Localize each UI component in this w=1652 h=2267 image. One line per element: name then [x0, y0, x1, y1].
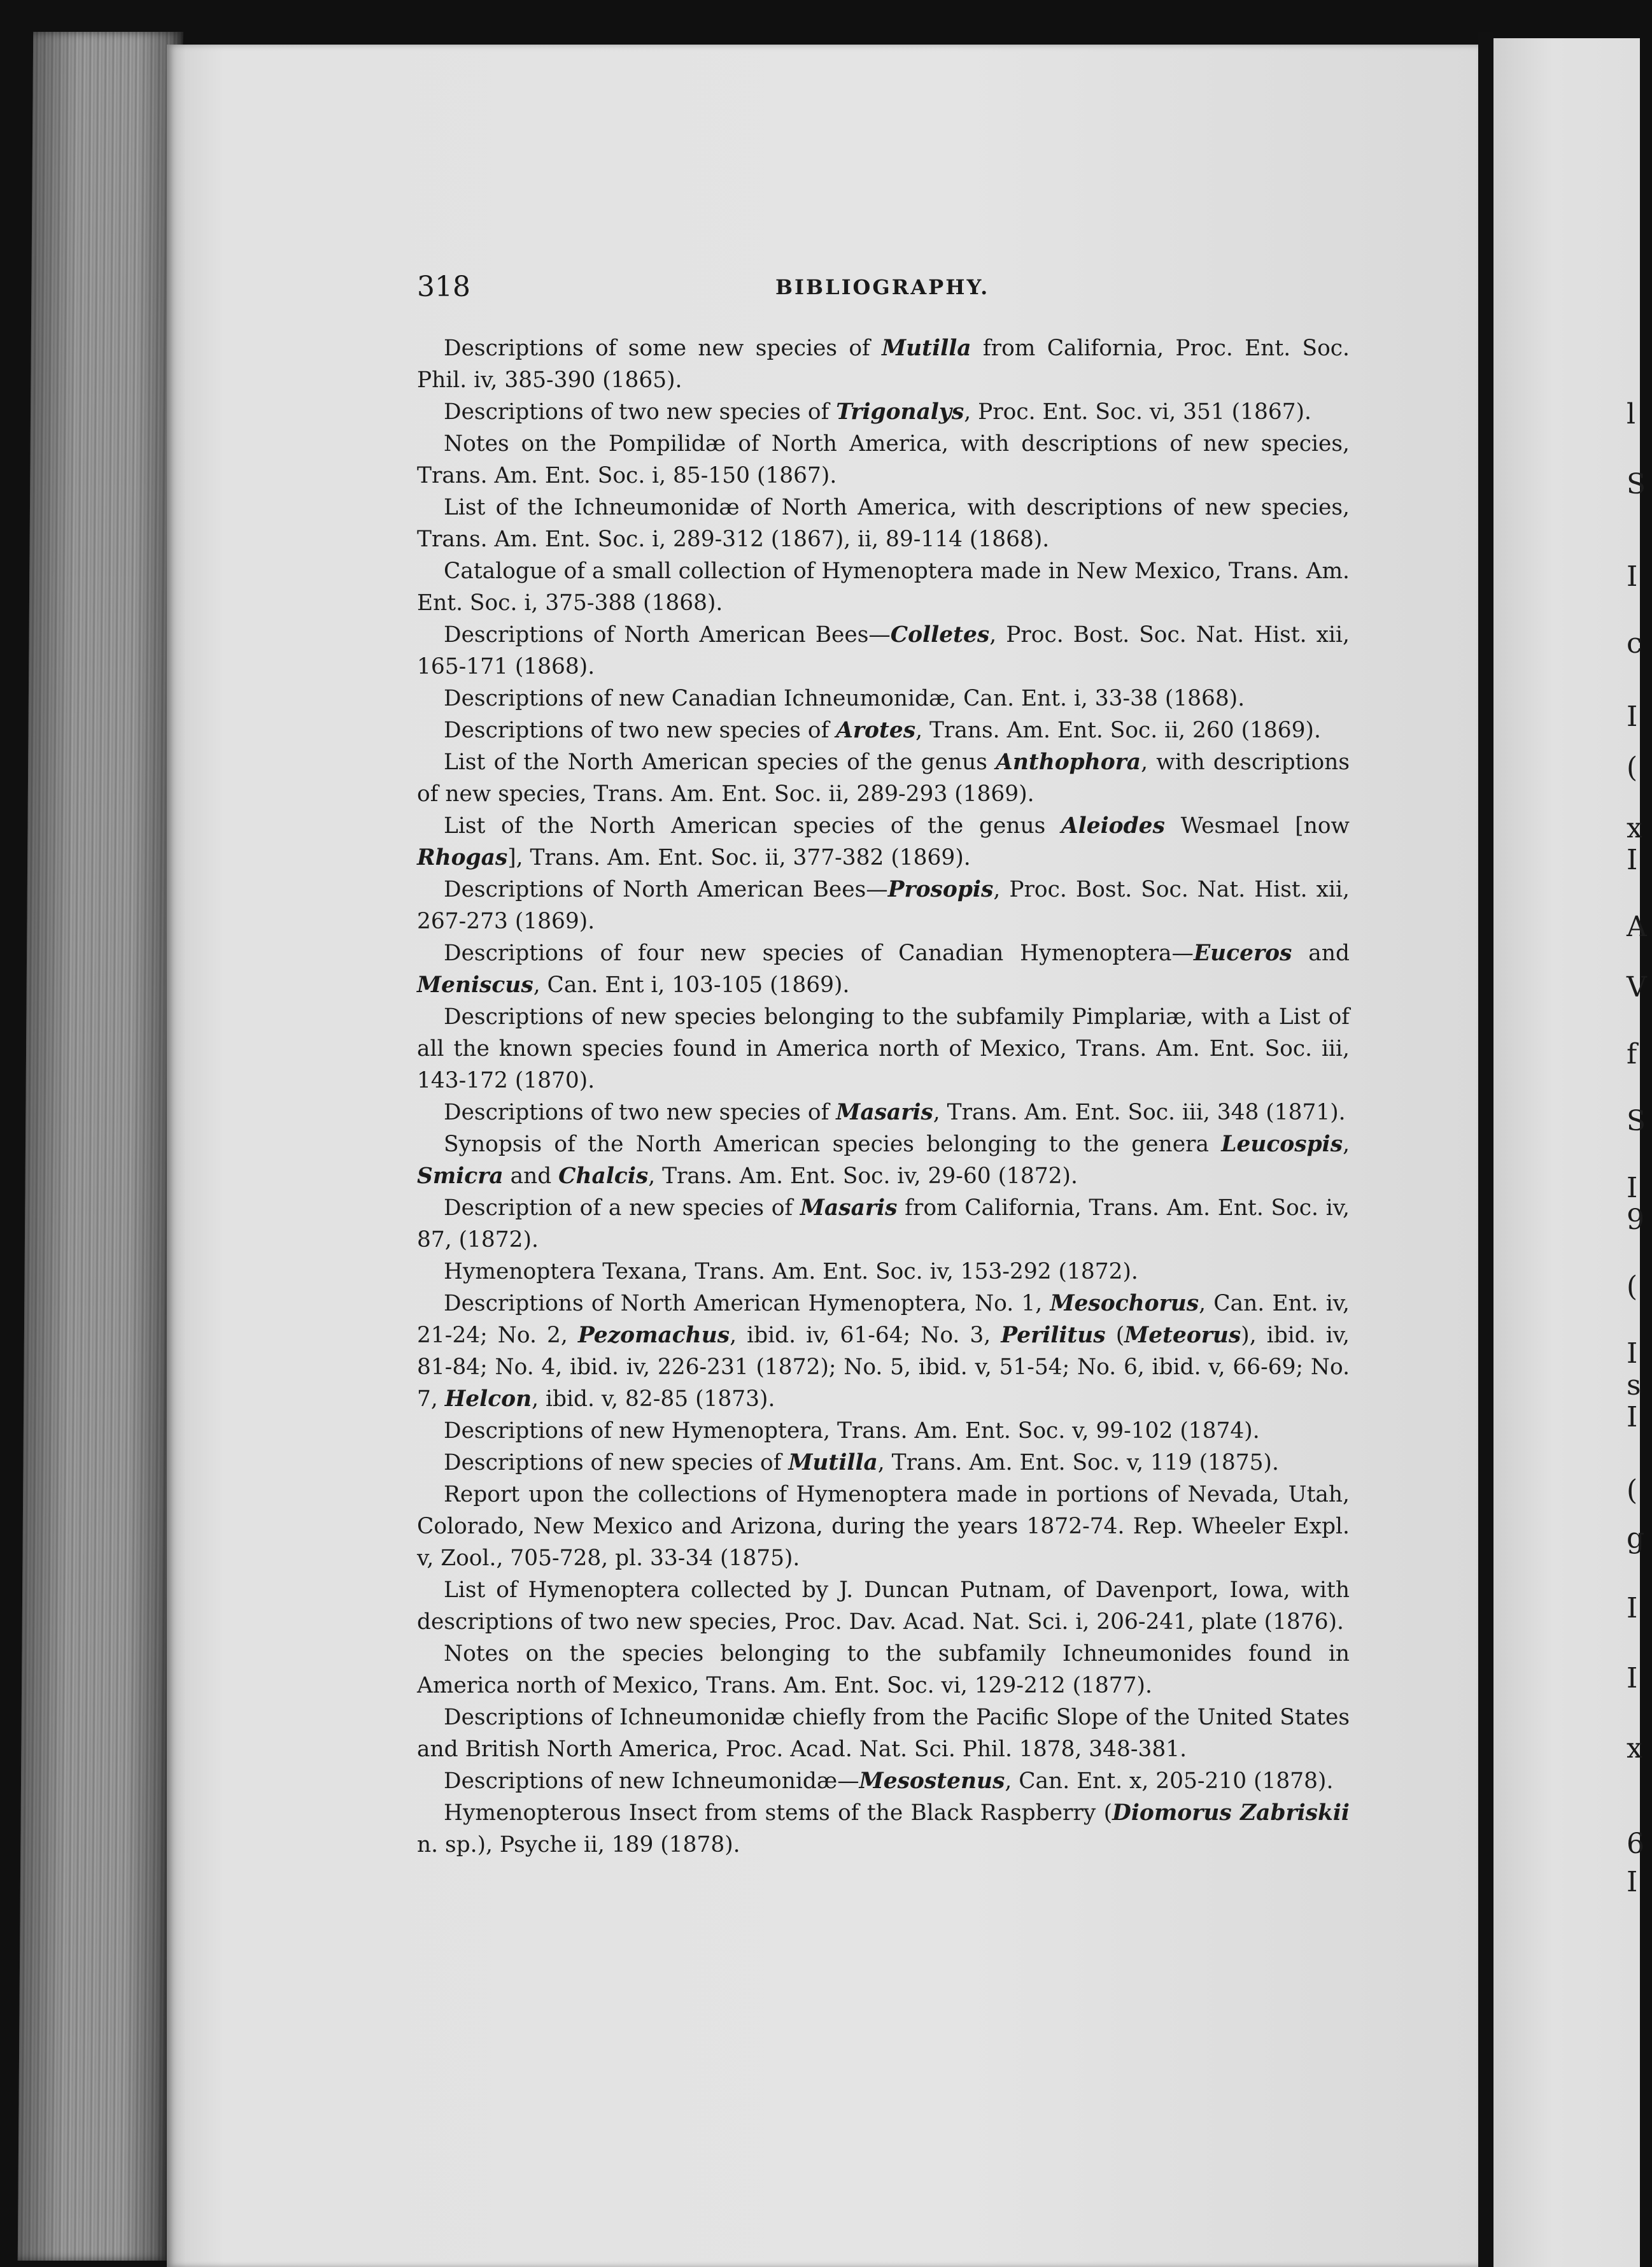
taxon-name: Aleiodes: [1061, 813, 1165, 839]
adjacent-page-letter: I: [1627, 1401, 1638, 1433]
bibliography-entry: Descriptions of two new species of Masaris, Trans. Am. Ent. Soc. iii, 348 (1871).: [444, 1100, 1346, 1125]
bibliography-entry: Descriptions of North American Bees—Colletes, Proc. Bost. Soc. Nat. Hist. xii, 165-171 (1868).: [417, 622, 1350, 679]
bibliography-list: [417, 332, 1350, 1861]
adjacent-page-letter: 9: [1627, 1204, 1644, 1236]
adjacent-page-letter: x: [1627, 812, 1642, 844]
adjacent-page-letter: f: [1627, 1038, 1637, 1070]
adjacent-page-letter: I: [1627, 1592, 1638, 1624]
bibliography-entry: Descriptions of new species belonging to the subfamily Pimplariæ, with a List of all the known species found in America north of Mexico, Trans. Am. Ent. Soc. iii, 143-172 (1870).: [417, 1004, 1350, 1093]
taxon-name: Mesostenus: [859, 1768, 1005, 1794]
taxon-name: Mutilla: [882, 336, 971, 361]
book-page-edges: [18, 32, 183, 2261]
bibliography-entry: Hymenopterous Insect from stems of the Black Raspberry (Diomorus Zabriskii n. sp.), Psyche ii, 189 (1878).: [417, 1800, 1350, 1858]
taxon-name: Prosopis: [887, 877, 994, 902]
taxon-name: Perilitus: [1001, 1323, 1106, 1348]
adjacent-page-letter: V: [1627, 971, 1647, 1004]
bibliography-entry: Synopsis of the North American species belonging to the genera Leucospis, Smicra and Chalcis, Trans. Am. Ent. Soc. iv, 29-60 (1872).: [417, 1132, 1350, 1189]
taxon-name: Colletes: [890, 622, 990, 648]
bibliography-entry: Descriptions of Ichneumonidæ chiefly from the Pacific Slope of the United States and British North America, Proc. Acad. Nat. Sci. Phil. 1878, 348-381.: [417, 1705, 1350, 1762]
taxon-name: Masaris: [836, 1100, 933, 1125]
taxon-name: Euceros: [1193, 941, 1292, 966]
adjacent-page-letter: x: [1627, 1732, 1642, 1765]
taxon-name: Meniscus: [417, 972, 533, 998]
taxon-name: Chalcis: [558, 1163, 649, 1189]
adjacent-page-letter: I: [1627, 1337, 1638, 1370]
adjacent-page-letter: c: [1627, 627, 1642, 660]
page-number: 318: [417, 271, 470, 303]
taxon-name: Pezomachus: [577, 1323, 730, 1348]
bibliography-entry: Descriptions of new Hymenoptera, Trans. Am. Ent. Soc. v, 99-102 (1874).: [444, 1418, 1260, 1444]
bibliography-entry: Descriptions of new species of Mutilla, Trans. Am. Ent. Soc. v, 119 (1875).: [444, 1450, 1279, 1475]
taxon-name: Meteorus: [1124, 1323, 1241, 1348]
adjacent-page-letter: I: [1627, 1172, 1638, 1204]
bibliography-entry: Notes on the Pompilidæ of North America, with descriptions of new species, Trans. Am. Ent. Soc. i, 85-150 (1867).: [417, 431, 1350, 488]
adjacent-page-letter: I: [1627, 560, 1638, 593]
adjacent-page-letter: g: [1627, 1522, 1645, 1554]
adjacent-page-letter: 6: [1627, 1828, 1644, 1860]
bibliography-entry: List of the North American species of the genus Anthophora, with descriptions of new species, Trans. Am. Ent. Soc. ii, 289-293 (1869).: [417, 750, 1350, 807]
adjacent-page-letter: l: [1627, 398, 1636, 430]
bibliography-entry: Notes on the species belonging to the subfamily Ichneumonides found in America north of Mexico, Trans. Am. Ent. Soc. vi, 129-212 (1877).: [417, 1641, 1350, 1698]
taxon-name: Smicra: [417, 1163, 504, 1189]
bibliography-entry: Descriptions of four new species of Canadian Hymenoptera—Euceros and Meniscus, Can. Ent i, 103-105 (1869).: [417, 941, 1350, 998]
bibliography-entry: List of Hymenoptera collected by J. Duncan Putnam, of Davenport, Iowa, with descriptions of two new species, Proc. Dav. Acad. Nat. Sci. i, 206-241, plate (1876).: [417, 1577, 1350, 1635]
adjacent-page-letter: I: [1627, 1662, 1638, 1695]
bibliography-entry: Report upon the collections of Hymenoptera made in portions of Nevada, Utah, Colorado, New Mexico and Arizona, during the years 1872-74. Rep. Wheeler Expl. v, Zool., 705-728, pl. 33-34 (1875).: [417, 1482, 1350, 1571]
bibliography-entry: Descriptions of new Canadian Ichneumonidæ, Can. Ent. i, 33-38 (1868).: [444, 686, 1245, 711]
bibliography-entry: Descriptions of North American Bees—Prosopis, Proc. Bost. Soc. Nat. Hist. xii, 267-273 (1869).: [417, 877, 1350, 934]
taxon-name: Leucospis: [1221, 1132, 1343, 1157]
taxon-name: Mutilla: [788, 1450, 878, 1475]
running-head: BIBLIOGRAPHY.: [775, 275, 990, 299]
bibliography-entry: Descriptions of new Ichneumonidæ—Mesostenus, Can. Ent. x, 205-210 (1878).: [444, 1768, 1334, 1794]
bibliography-entry: Hymenoptera Texana, Trans. Am. Ent. Soc. iv, 153-292 (1872).: [444, 1259, 1138, 1284]
bibliography-entry: Descriptions of two new species of Arotes, Trans. Am. Ent. Soc. ii, 260 (1869).: [444, 718, 1321, 743]
adjacent-page-letter: I: [1627, 844, 1638, 876]
bibliography-entry: Descriptions of two new species of Trigonalys, Proc. Ent. Soc. vi, 351 (1867).: [444, 399, 1311, 425]
adjacent-page-letter: s: [1627, 1369, 1641, 1402]
book-gutter: [1478, 32, 1493, 2267]
bibliography-entry: Catalogue of a small collection of Hymenoptera made in New Mexico, Trans. Am. Ent. Soc. i, 375-388 (1868).: [417, 558, 1350, 616]
adjacent-page-letter: I: [1627, 1866, 1638, 1898]
taxon-name: Trigonalys: [836, 399, 964, 425]
bibliography-entry: Descriptions of North American Hymenoptera, No. 1, Mesochorus, Can. Ent. iv, 21-24; No. 2, Pezomachus, ibid. iv, 61-64; No. 3, Perilitus (Meteorus), ibid. iv, 81-84; No. 4, ibid. iv, 226-231 (1872); No. 5, ibid. v, 51-54; No. 6, ibid. v, 66-69; No. 7, Helcon, ibid. v, 82-85 (1873).: [417, 1291, 1350, 1412]
taxon-name: Arotes: [836, 718, 916, 743]
bibliography-entry: List of the North American species of the genus Aleiodes Wesmael [now Rhogas], Trans. Am. Ent. Soc. ii, 377-382 (1869).: [417, 813, 1350, 871]
adjacent-page-letter: A: [1627, 911, 1647, 943]
bibliography-entry: Descriptions of some new species of Mutilla from California, Proc. Ent. Soc. Phil. iv, 385-390 (1865).: [417, 336, 1350, 393]
adjacent-page-letter: S: [1627, 1105, 1646, 1137]
adjacent-page-letter: (: [1627, 1474, 1638, 1507]
bibliography-entry: List of the Ichneumonidæ of North America, with descriptions of new species, Trans. Am. Ent. Soc. i, 289-312 (1867), ii, 89-114 (1868).: [417, 495, 1350, 552]
adjacent-page-letter: I: [1627, 700, 1638, 733]
taxon-name: Masaris: [800, 1195, 898, 1221]
adjacent-page-letter: (: [1627, 751, 1638, 784]
taxon-name: Diomorus Zabriskii: [1112, 1800, 1350, 1826]
taxon-name: Anthophora: [996, 750, 1141, 775]
taxon-name: Rhogas: [417, 845, 508, 871]
adjacent-page: [1493, 38, 1640, 2267]
adjacent-page-letter: (: [1627, 1270, 1638, 1303]
adjacent-page-letter: S: [1627, 468, 1646, 501]
bibliography-entry: Description of a new species of Masaris from California, Trans. Am. Ent. Soc. iv, 87, (1872).: [417, 1195, 1350, 1253]
taxon-name: Helcon: [444, 1386, 532, 1412]
taxon-name: Mesochorus: [1050, 1291, 1199, 1316]
